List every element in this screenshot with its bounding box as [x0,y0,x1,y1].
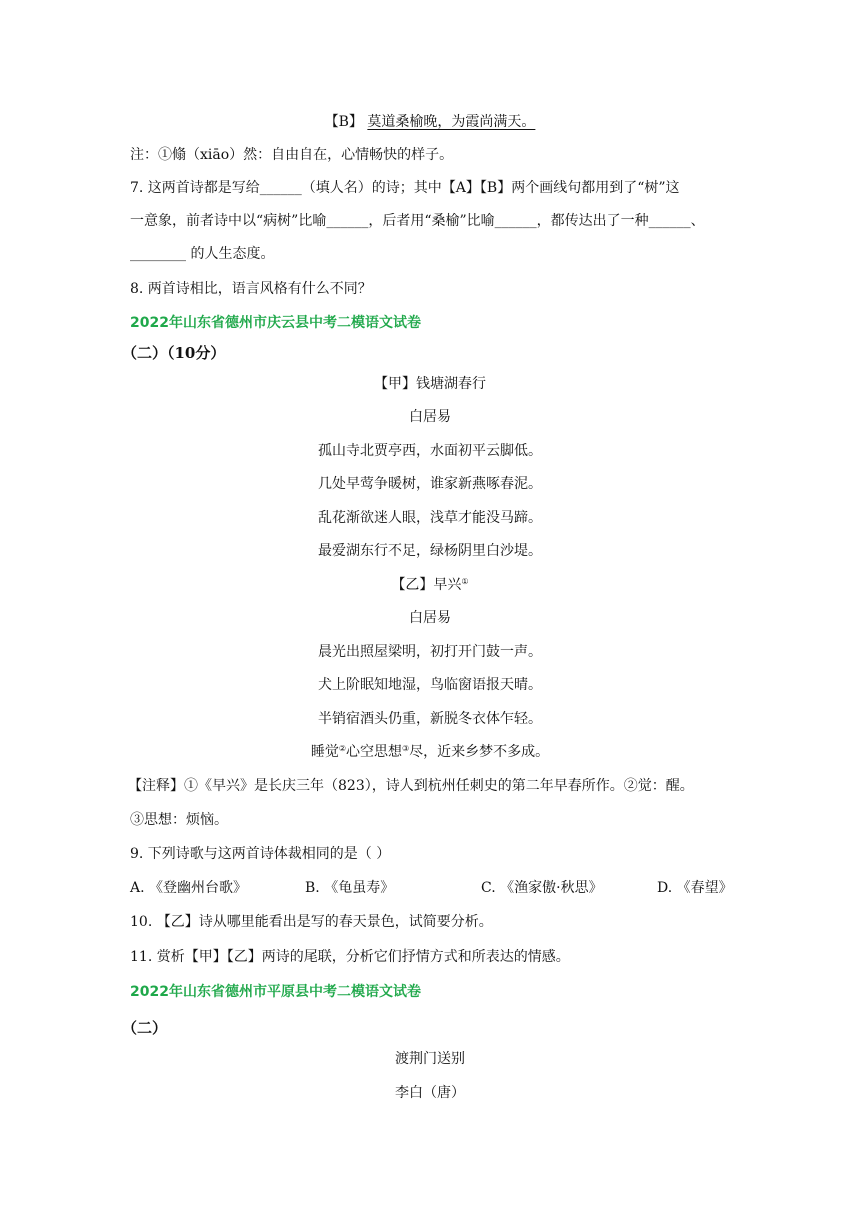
poem-b-author: 白居易 [409,610,451,626]
poem-text: 尽，近来乡梦不多成。 [409,744,550,760]
exam-heading-pingyuan: 2022年山东省德州市平原县中考二模语文试卷 [130,984,421,1000]
poem-author: 李白（唐） [395,1085,465,1101]
question-8: 8. 两首诗相比，语言风格有什么不同？ [130,281,372,297]
poem-a-line: 几处早莺争暖树，谁家新燕啄春泥。 [318,476,542,492]
annotation-line-2: ③思想：烦恼。 [130,812,228,828]
section-title: （二）（10分） [122,344,226,362]
option-b: B. 《龟虽寿》 [305,880,395,896]
exam-heading-qingyun: 2022年山东省德州市庆云县中考二模语文试卷 [130,315,421,331]
poem-text: 心空思想 [346,744,402,760]
poem-title: 渡荆门送别 [395,1051,465,1067]
poem-b-last-line [0,742,860,762]
poem-a-title: 【甲】钱塘湖春行 [374,376,486,392]
poem-b-line: 半销宿酒头仍重，新脱冬衣体乍轻。 [318,711,542,727]
poem-a-line: 最爱湖东行不足，绿杨阴里白沙堤。 [318,543,542,559]
footnote-mark: ① [461,577,469,586]
option-d: D. 《春望》 [657,880,733,896]
poem-b-underlined-line: 莫道桑榆晚，为霞尚满天。 [367,114,536,130]
section-title: （二） [122,1019,168,1037]
poem-b-marker: 【B】 [324,114,363,130]
poem-a-line: 乱花渐欲迷人眼，浅草才能没马蹄。 [318,510,542,526]
question-7-line-2: 一意象，前者诗中以“病树”比喻______，后者用“桑榆”比喻______，都传达出了一种______、 [130,213,705,229]
poem-a-author: 白居易 [409,409,451,425]
poem-b-title-text: 【乙】早兴 [391,577,462,593]
question-7-line-1: 7. 这两首诗都是写给______（填人名）的诗；其中【A】【B】两个画线句都用到了“树”这 [130,180,680,196]
option-c: C. 《渔家傲·秋思》 [481,880,603,896]
footnote-mark: ③ [402,744,410,753]
question-7-line-3: ________ 的人生态度。 [130,246,275,262]
question-11: 11. 赏析【甲】【乙】两诗的尾联，分析它们抒情方式和所表达的情感。 [130,949,570,965]
poem-a-line: 孤山寺北贾亭西，水面初平云脚低。 [318,443,542,459]
poem-b-title [0,575,860,595]
poem-b-line: 晨光出照屋梁明，初打开门鼓一声。 [318,644,542,660]
poem-text: 睡觉 [310,744,339,760]
annotation-line-1: 【注释】①《早兴》是长庆三年（823），诗人到杭州任刺史的第二年早春所作。②觉：醒。 [128,778,694,794]
footnote-mark: ② [338,744,346,753]
poem-b-line [0,112,860,132]
question-10: 10. 【乙】诗从哪里能看出是写的春天景色，试简要分析。 [130,914,493,930]
footnote: 注：①翛（xiāo）然：自由自在，心情畅快的样子。 [130,147,454,163]
option-a: A. 《登幽州台歌》 [130,880,248,896]
question-9: 9. 下列诗歌与这两首诗体裁相同的是（ ） [130,846,391,862]
poem-b-line: 犬上阶眠知地湿，鸟临窗语报天晴。 [318,677,542,693]
